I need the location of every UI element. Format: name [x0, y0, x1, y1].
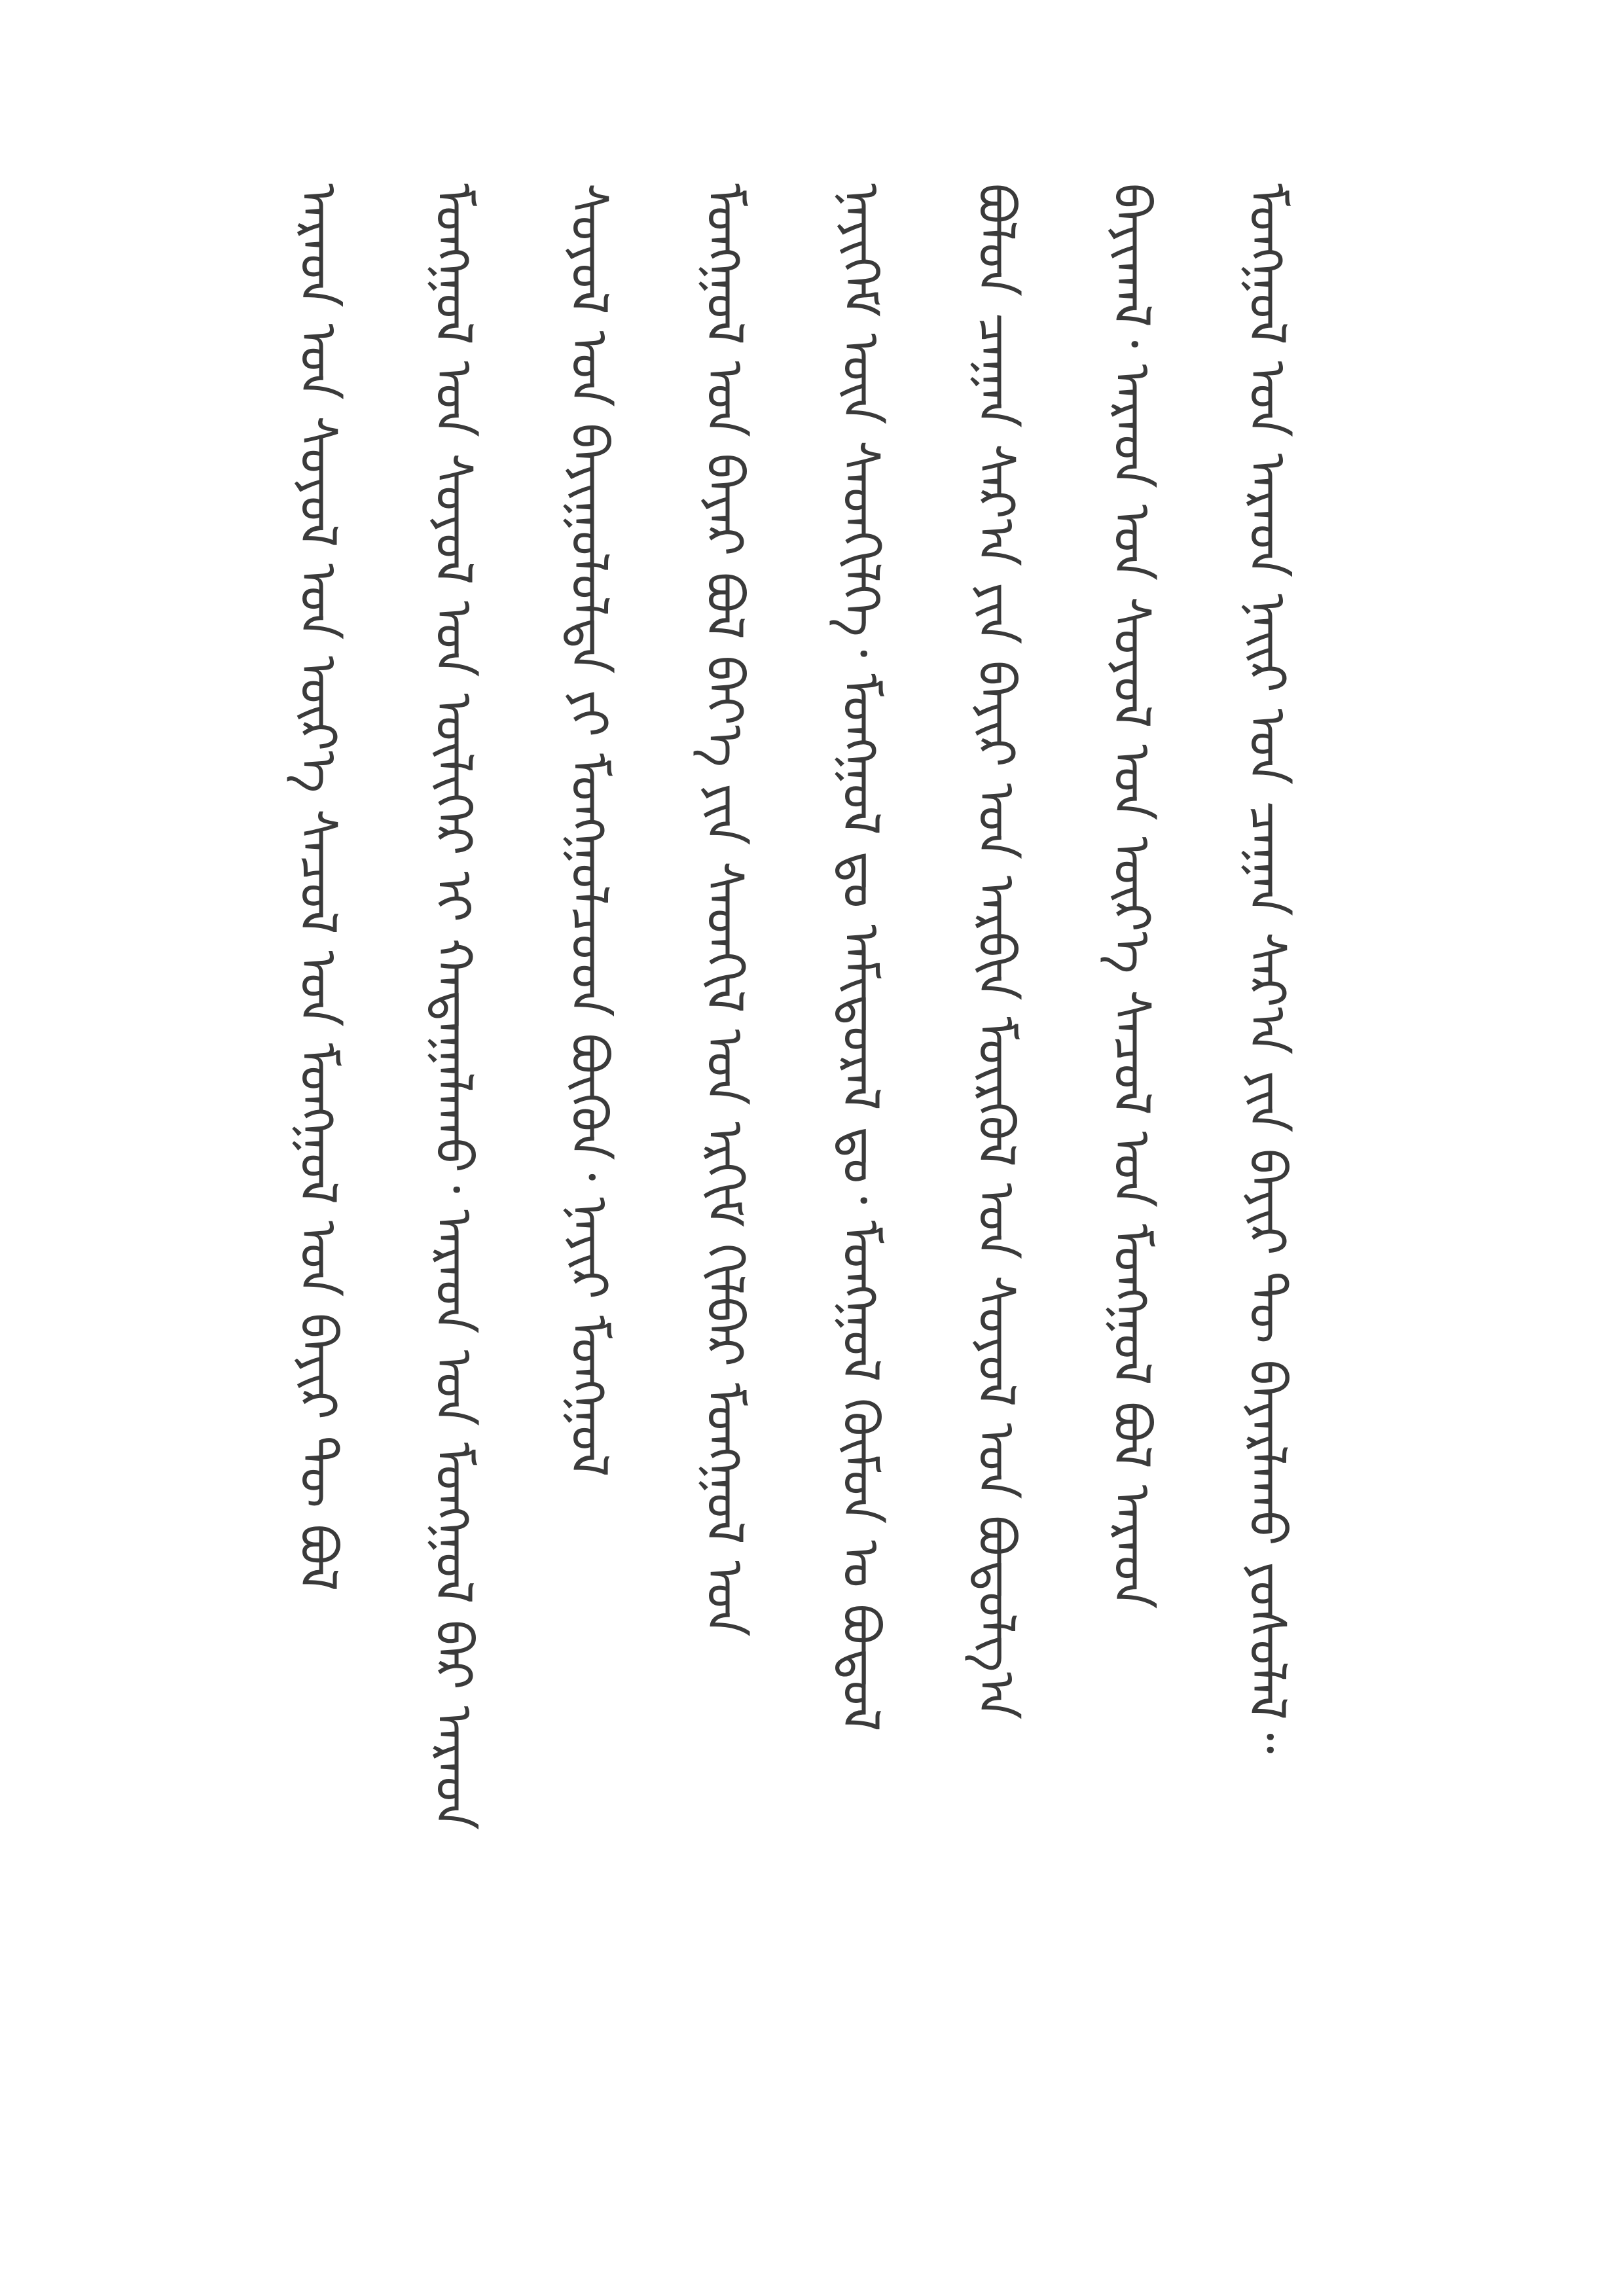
text-line	[552, 183, 624, 2081]
text-line-content: ᠨᠡᠶᠢᠭᠡᠮ ᠦᠨ ᠰᠡᠳᠬᠢᠯᠭᠡ᠂ ᠮᠣᠩᠭᠣᠯ ᠳᠤ ᠠᠮᠢᠳᠤᠷᠠᠯ ᠳᠤ᠂ ᠮᠣᠩᠭᠣᠯ ᠬᠦᠮᠦᠨ ᠤ ᠪᠣᠳᠤᠯ	[830, 183, 890, 1732]
text-line	[688, 183, 760, 2081]
text-line	[1095, 183, 1167, 2081]
text-line-content: ᠰᠤᠶᠤᠯ ᠤᠨ ᠪᠠᠶᠢᠭᠤᠯᠤᠯᠲᠠ ᠶᠢ ᠮᠣᠩᠭᠣᠯᠴᠤᠳ ᠪᠦᠬᠦᠨ᠂ ᠨᠠᠶᠢᠷ ᠮᠣᠩᠭᠣᠯ	[559, 183, 619, 1477]
text-line	[824, 183, 896, 2081]
vertical-text-block	[281, 183, 1303, 2081]
text-line-content: ᠪᠣᠯᠤᠨ ᠴᠠᠭᠠᠨ ᠰᠠᠷ᠎ᠠ ᠶᠢᠨ ᠪᠠᠶᠢᠷ ᠤᠨ ᠠᠷᠪᠢᠨ ᠮᠥᠷᠭᠦᠯ ᠤᠨ ᠰᠤᠶᠤᠯ ᠤᠨ ᠪᠤᠳᠤᠯᠭ᠎ᠠ	[965, 183, 1025, 1720]
text-line-content: ᠮᠣᠩᠭᠣᠯ ᠤᠨ ᠰᠤᠶᠤᠯ ᠤᠨ ᠦᠯᠢᠭᠡᠷ ᠢ ᠬᠠᠳᠠᠭᠠᠯᠠᠬᠤ᠂ ᠠᠷᠠᠳ ᠤᠨ ᠮᠣᠩᠭᠣᠯ ᠪᠡᠷ ᠠᠷᠠᠳ	[424, 183, 483, 1830]
text-line	[417, 183, 489, 2081]
text-line-content: ᠠᠷᠠᠳ ᠤᠨ ᠰᠤᠶᠤᠯ ᠤᠨ ᠦᠷ᠎ᠡ ᠰᠠᠴᠤᠯ ᠤᠨ ᠮᠣᠩᠭᠣᠯ ᠤᠨ ᠪᠠᠶᠢᠷ ᠲᠦ ᠪᠣᠯ	[288, 183, 347, 1592]
text-line-content: ᠪᠠᠶᠢᠭ᠍ᠠᠯ᠂ ᠠᠷᠠᠳ ᠤᠨ ᠰᠤᠶᠤᠯ ᠤᠨ ᠦᠷ᠎ᠡ ᠰᠠᠴᠤᠯ ᠤᠨ ᠮᠣᠩᠭᠣᠯ ᠪᠣᠯ ᠠᠷᠠᠳ	[1101, 183, 1161, 1609]
text-line	[1231, 183, 1303, 2081]
text-line	[960, 183, 1032, 2081]
text-line-content: ᠮᠣᠩᠭᠣᠯ ᠤᠨ ᠠᠷᠠᠳ ᠨᠠᠢᠷ ᠤᠨ ᠴᠠᠭᠠᠨ ᠰᠠᠷ᠎ᠠ ᠶᠢᠨ ᠪᠠᠶᠢᠷ ᠲᠦ ᠪᠠᠶᠠᠷᠯᠠᠬᠤ ᠶᠤᠰᠤᠯᠠᠯ᠃	[1236, 183, 1296, 1754]
text-line	[281, 183, 353, 2081]
text-line-content: ᠮᠣᠩᠭᠣᠯ ᠤᠨ ᠪᠠᠶᠠᠷ ᠪᠣᠯ ᠪᠡᠶ᠎ᠡ ᠶᠢᠨ ᠰᠡᠳᠬᠢᠯ ᠤᠨ ᠡᠷᠬᠢᠮ ᠬᠢᠯᠪᠠᠷ ᠮᠣᠩᠭᠣᠯ ᠤᠨ	[695, 183, 754, 1637]
